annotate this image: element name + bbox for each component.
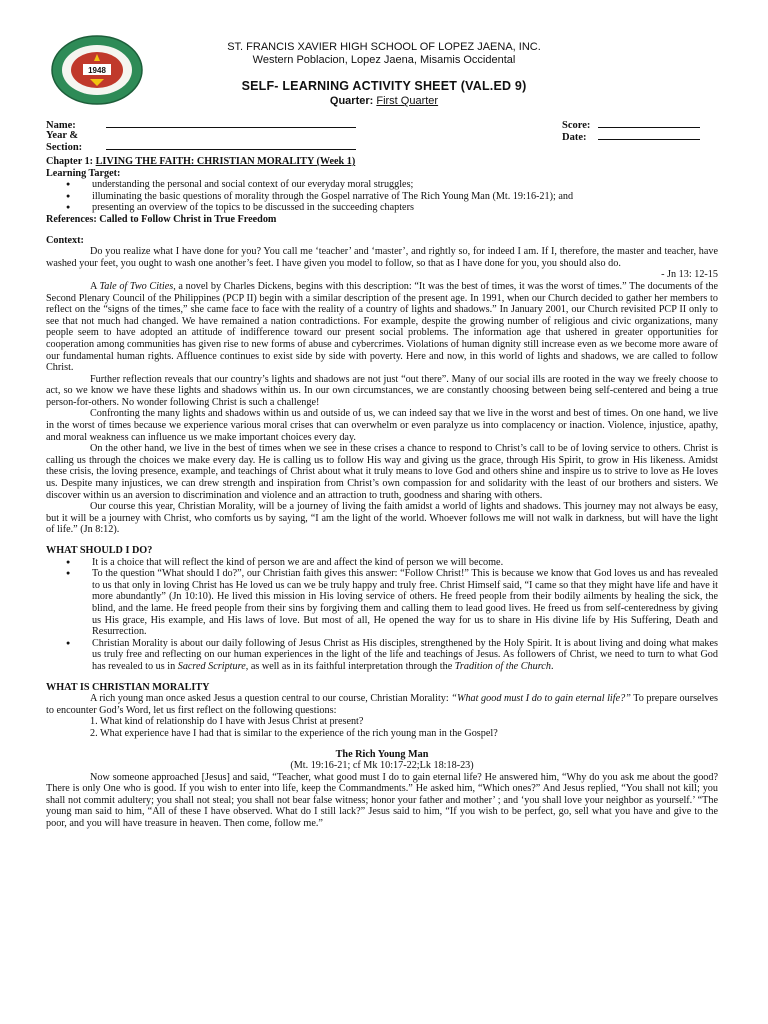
context-paragraph-5: Our course this year, Christian Morality, will be a journey of living the faith amidst a world of lights and shadows. This journey may not always be easy, but it will be a journey with Christ, who comforts us by saying, “I am the light of the world. Whoever follows me will not walk in darkness, but will have the light of life.” (Jn 8:12). <box>46 501 718 536</box>
section-heading-what-is: WHAT IS CHRISTIAN MORALITY <box>46 681 210 693</box>
list-item: ● illuminating the basic questions of morality through the Gospel narrative of The Rich Young Man (Mt. 19:16-21); and <box>92 191 718 203</box>
date-field[interactable] <box>562 130 700 144</box>
learning-targets-list <box>46 179 718 214</box>
context-paragraph-1: A Tale of Two Cities, a novel by Charles Dickens, begins with this description: “It was the best of times, it was the worst of times.” The documents of the Second Plenary Council of the Philippines (PCP II) begin with a similar description of the present age. In 1991, when our Church decided to gather her members to reflect on the “signs of the times,” she came face to face with the reality of a country of lights and shadows.” In January 2001, our Church revisited PCP II only to see that not much had changed. We have remained a nation contradictions. For example, despite the growing number of religious and civic organizations, many people seem to have adopted an attitude of indifference toward our present social problems. The information age that ushered in greater opportunities for cooperation among communities has given rise to new forms of abuse and cybercrimes. Violations of human dignity still increase even as we become more aware of our fundamental human rights. Affluence continues to exist side by side with poverty. Here and now, in this world of lights and shadows, we are called to follow Christ. <box>46 280 719 374</box>
references: References: Called to Follow Christ in True Freedom <box>46 213 277 225</box>
context-paragraph-4: On the other hand, we live in the best of times when we see in these crises a chance to respond to Christ’s call to be of loving service to others. Christ is calling us through the choices we make every day. He is calling us to follow His way and giving us the grace, through His Spirit, to grow in His likeness. Amidst these crisis, the loving presence, example, and teachings of Christ about what it truly means to love God and others shine and inspire us to strive to love as He loves us. Despite many injustices, we can drew strength and inspiration from Christ’s own compassion for and solidarity with the least of our brothers and sisters. We discover within us an aversion to discrimination and violence and an attraction to truth, goodness and sharing with others. <box>46 443 718 501</box>
score-blank[interactable] <box>598 118 700 128</box>
name-label: Name: <box>46 120 76 131</box>
name-blank[interactable] <box>106 118 356 128</box>
year-section-field[interactable] <box>46 130 356 154</box>
list-item: ● To the question “What should I do?”, our Christian faith gives this answer: “Follow Christ!” This is because we know that God loves us and has revealed to us that only in loving Christ has He loved us can we be truly happy and truly free. Christ Himself said, “I came so that they might have life and have it more abundantly” (Jn 10:10). He lived this mission in His loving service of others. He freed people from their bodily ailments by healing the sick, the blind, and the lame. He freed people from their sins by forgiving them and calling them to lead good lives. He freed us from self-centeredness by giving us His grace, His example, and His laws of love. But most of all, He opened the way for us to share in His divine life by His Suffering, Death and Resurrection. <box>92 568 718 638</box>
list-item: ● It is a choice that will reflect the kind of person we are and affect the kind of person we will become. <box>92 557 718 569</box>
score-label: Score: <box>562 120 591 131</box>
school-name: ST. FRANCIS XAVIER HIGH SCHOOL OF LOPEZ JAENA, INC. <box>227 41 541 53</box>
document-body <box>46 156 718 830</box>
year-section-label: Year & Section: <box>46 130 83 153</box>
quote-reference: - Jn 13: 12-15 <box>661 269 718 281</box>
context-label: Context: <box>46 234 84 246</box>
list-item: ● presenting an overview of the topics to be discussed in the succeeding chapters <box>92 202 718 214</box>
what-is-intro: A rich young man once asked Jesus a question central to our course, Christian Morality: “What good must I do to gain eternal life?” To prepare ourselves to encounter God’s Word, let us first reflect on the following questions: <box>46 693 718 716</box>
gospel-title: The Rich Young Man <box>335 748 429 760</box>
list-item: ● Christian Morality is about our daily following of Jesus Christ as His disciples, strengthened by the Holy Spirit. It is about living and doing what makes us truly free and reflecting on our human experiences in the light of the life and teachings of Jesus. As followers of Christ, we need to turn to what God has revealed to us in Sacred Scripture, as well as in its faithful interpretation through the Tradition of the Church. <box>92 638 718 673</box>
gospel-text: Now someone approached [Jesus] and said, “Teacher, what good must I do to gain eternal life? He answered him, “Why do you ask me about the good? There is only One who is good. If you wish to enter into life, keep the Commandments.” He asked him, “Which ones?” And Jesus replied, “You shall not kill; you shall not commit adultery; you shall not steal; you shall not bear false witness; honor your father and mother’ ; and ‘you shall love your neighbor as yourself.’ “The young man said to him, “All of these I have observed. What do I still lack?” Jesus said to him, “If you wish to be perfect, go, sell what you have and give to the poor, and you will have treasure in heaven. Then come, follow me.” <box>46 771 718 830</box>
school-address: Western Poblacion, Lopez Jaena, Misamis Occidental <box>252 54 516 66</box>
context-paragraph-2: Further reflection reveals that our country’s lights and shadows are not just “out there”. Many of our social ills are rooted in the way we freely choose to act, so we know we have these lights and shadows within us. In our own circumstances, we are constantly choosing between being self-centered and being a true person-for-others. No wonder following Christ is such a challenge! <box>46 373 718 408</box>
sheet-title: SELF- LEARNING ACTIVITY SHEET (VAL.ED 9) <box>241 79 527 93</box>
list-item: ● understanding the personal and social context of our everyday moral struggles; <box>92 179 718 191</box>
reflection-question-2: 2. What experience have I had that is similar to the experience of the rich young man in the Gospel? <box>90 727 498 739</box>
gospel-reference: (Mt. 19:16-21; cf Mk 10:17-22;Lk 18:18-23) <box>290 760 474 772</box>
quarter-value: First Quarter <box>376 95 439 107</box>
date-blank[interactable] <box>598 130 700 140</box>
quarter-label: Quarter: <box>329 95 374 107</box>
learning-target-label: Learning Target: <box>46 167 121 179</box>
reflection-question-1: 1. What kind of relationship do I have with Jesus Christ at present? <box>90 716 364 728</box>
chapter-title: LIVING THE FAITH: CHRISTIAN MORALITY (Week 1) <box>95 156 356 167</box>
context-paragraph-3: Confronting the many lights and shadows within us and outside of us, we can indeed say that we live in the worst and best of times. On one hand, we live in the worst of times because we experience various moral crises that can overwhelm or even paralyze us into complacency or inaction. Violence, injustice, apathy, and moral weakness can influence us we make important choices every day. <box>46 408 718 443</box>
quarter-line <box>0 95 768 108</box>
opening-quote: Do you realize what I have done for you? You call me ‘teacher’ and ‘master’, and rightly so, for indeed I am. If I, therefore, the master and teacher, have washed your feet, you ought to wash one another’s feet. I have given you model to follow, so that as I have done for you, you should also do. <box>46 246 718 269</box>
chapter-heading: Chapter 1: LIVING THE FAITH: CHRISTIAN MORALITY (Week 1) <box>46 156 356 167</box>
logo-year: 1948 <box>88 66 106 75</box>
date-label: Date: <box>562 132 587 143</box>
section-heading-what-should: WHAT SHOULD I DO? <box>46 545 153 556</box>
year-section-blank[interactable] <box>106 140 356 150</box>
what-should-list <box>46 557 718 673</box>
